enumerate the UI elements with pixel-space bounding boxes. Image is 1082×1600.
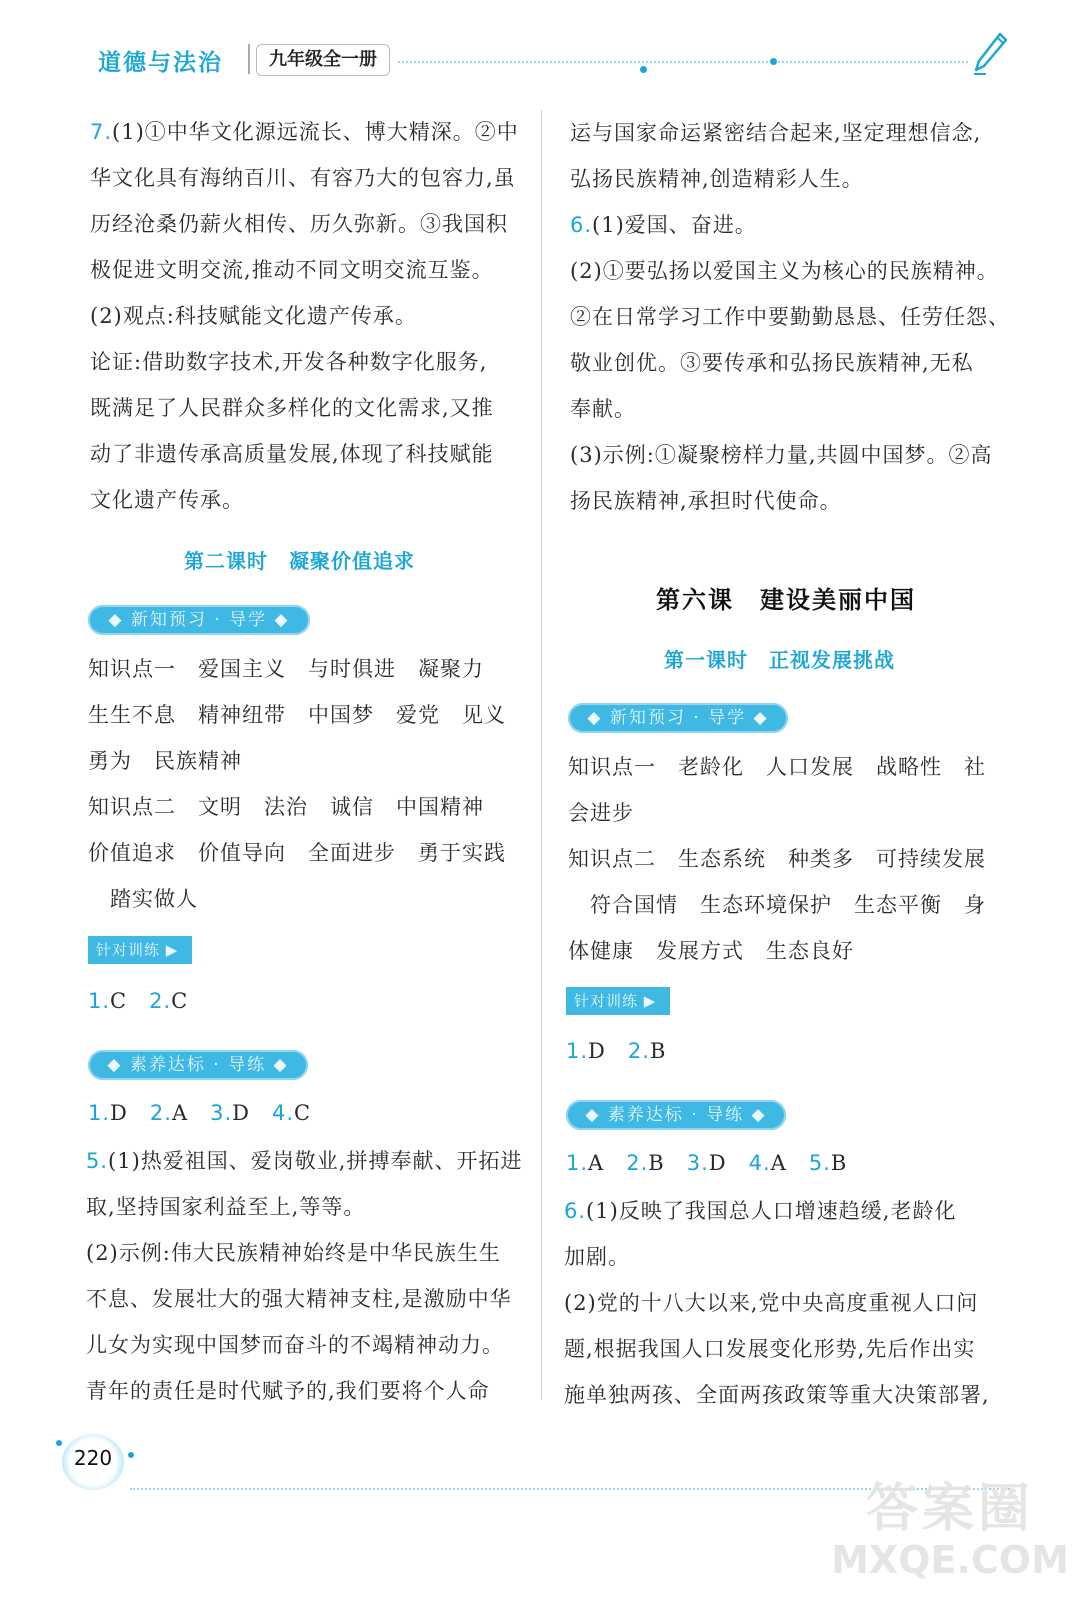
subject-title: 道德与法治: [98, 50, 223, 76]
q5-line: (2)示例:伟大民族精神始终是中华民族生生: [86, 1241, 501, 1265]
q7-line: 动了非遗传承高质量发展,体现了科技赋能: [90, 442, 494, 466]
footer-dot: [128, 1452, 134, 1458]
column-divider: [541, 110, 542, 1400]
q6-line: 敬业创优。③要传承和弘扬民族精神,无私: [570, 351, 974, 375]
q7-line: 既满足了人民群众多样化的文化需求,又推: [90, 396, 494, 420]
site-watermark: [820, 1478, 1080, 1588]
q6b-line: 施单独两孩、全面两孩政策等重大决策部署,: [564, 1383, 990, 1407]
q5-line: 5.(1)热爱祖国、爱岗敬业,拼搏奉献、开拓进: [86, 1149, 523, 1173]
q7-line: 文化遗产传承。: [90, 488, 244, 512]
knowledge-line: 符合国情 生态环境保护 生态平衡 身: [568, 893, 986, 917]
practice-pill: ◆ 素养达标 · 导练 ◆: [566, 1100, 786, 1130]
knowledge-line: 知识点二 生态系统 种类多 可持续发展: [568, 847, 986, 871]
practice-pill: ◆ 素养达标 · 导练 ◆: [88, 1050, 308, 1080]
q6b-line: 题,根据我国人口发展变化形势,先后作出实: [564, 1337, 976, 1361]
training-answers: 1.C 2.C: [88, 989, 189, 1013]
q6b-line: 6.(1)反映了我国总人口增速趋缓,老龄化: [564, 1199, 957, 1223]
q6-line: 6.(1)爱国、奋进。: [570, 213, 757, 237]
knowledge-line: 知识点一 爱国主义 与时俱进 凝聚力: [88, 657, 484, 681]
section-title: 第二课时 凝聚价值追求: [184, 549, 415, 573]
knowledge-line: 踏实做人: [88, 887, 198, 911]
grade-label: 九年级全一册: [256, 44, 390, 76]
lesson-title: 第六课 建设美丽中国: [656, 585, 916, 614]
training-tag: 针对训练 ▶: [88, 936, 192, 964]
q7-line: 论证:借助数字技术,开发各种数字化服务,: [90, 350, 488, 374]
watermark-url: MXQE.COM: [831, 1538, 1069, 1582]
section-title: 第一课时 正视发展挑战: [664, 648, 895, 672]
q5-continuation: 运与国家命运紧密结合起来,坚定理想信念,: [570, 121, 982, 145]
header-dotted-rule: [398, 61, 968, 63]
q6-line: 奉献。: [570, 397, 636, 421]
header-dot: [640, 66, 647, 73]
knowledge-line: 知识点二 文明 法治 诚信 中国精神: [88, 795, 484, 819]
q7-line: (2)观点:科技赋能文化遗产传承。: [90, 304, 417, 328]
q7-line: 7.(1)①中华文化源远流长、博大精深。②中: [90, 120, 519, 144]
page-number: 220: [73, 1446, 113, 1470]
q6b-line: 加剧。: [564, 1245, 630, 1269]
q6-line: ②在日常学习工作中要勤勤恳恳、任劳任怨、: [570, 305, 1010, 329]
q7-line: 历经沧桑仍薪火相传、历久弥新。③我国积: [90, 212, 508, 236]
pen-icon: [970, 30, 1010, 76]
knowledge-line: 会进步: [568, 801, 634, 825]
knowledge-line: 勇为 民族精神: [88, 749, 242, 773]
training-tag: 针对训练 ▶: [566, 987, 670, 1015]
footer-dot: [56, 1440, 62, 1446]
knowledge-line: 体健康 发展方式 生态良好: [568, 939, 854, 963]
q5-line: 取,坚持国家利益至上,等等。: [86, 1195, 366, 1219]
knowledge-line: 知识点一 老龄化 人口发展 战略性 社: [568, 755, 986, 779]
q5-line: 儿女为实现中国梦而奋斗的不竭精神动力。: [86, 1333, 504, 1357]
q7-line: 华文化具有海纳百川、有容乃大的包容力,虽: [90, 166, 516, 190]
q6-line: (2)①要弘扬以爱国主义为核心的民族精神。: [570, 259, 999, 283]
preview-pill: ◆ 新知预习 · 导学 ◆: [88, 605, 310, 635]
practice-answers: 1.A 2.B 3.D 4.A 5.B: [566, 1151, 848, 1175]
knowledge-line: 生生不息 精神纽带 中国梦 爱党 见义: [88, 703, 506, 727]
q6b-line: (2)党的十八大以来,党中央高度重视人口问: [564, 1291, 979, 1315]
q7-line: 极促进文明交流,推动不同文明交流互鉴。: [90, 258, 494, 282]
preview-pill: ◆ 新知预习 · 导学 ◆: [568, 703, 788, 733]
watermark-logo-text: 答案圈: [865, 1479, 1034, 1539]
header-divider: [248, 44, 250, 74]
knowledge-line: 价值追求 价值导向 全面进步 勇于实践: [88, 841, 506, 865]
q5-line: 青年的责任是时代赋予的,我们要将个人命: [86, 1379, 490, 1403]
practice-answers: 1.D 2.A 3.D 4.C: [88, 1101, 312, 1125]
q6-line: 扬民族精神,承担时代使命。: [570, 489, 842, 513]
header-dot: [770, 58, 777, 65]
q5-line: 不息、发展壮大的强大精神支柱,是激励中华: [86, 1287, 512, 1311]
training-answers: 1.D 2.B: [566, 1039, 667, 1063]
q6-line: (3)示例:①凝聚榜样力量,共圆中国梦。②高: [570, 443, 993, 467]
q5-continuation: 弘扬民族精神,创造精彩人生。: [570, 167, 864, 191]
